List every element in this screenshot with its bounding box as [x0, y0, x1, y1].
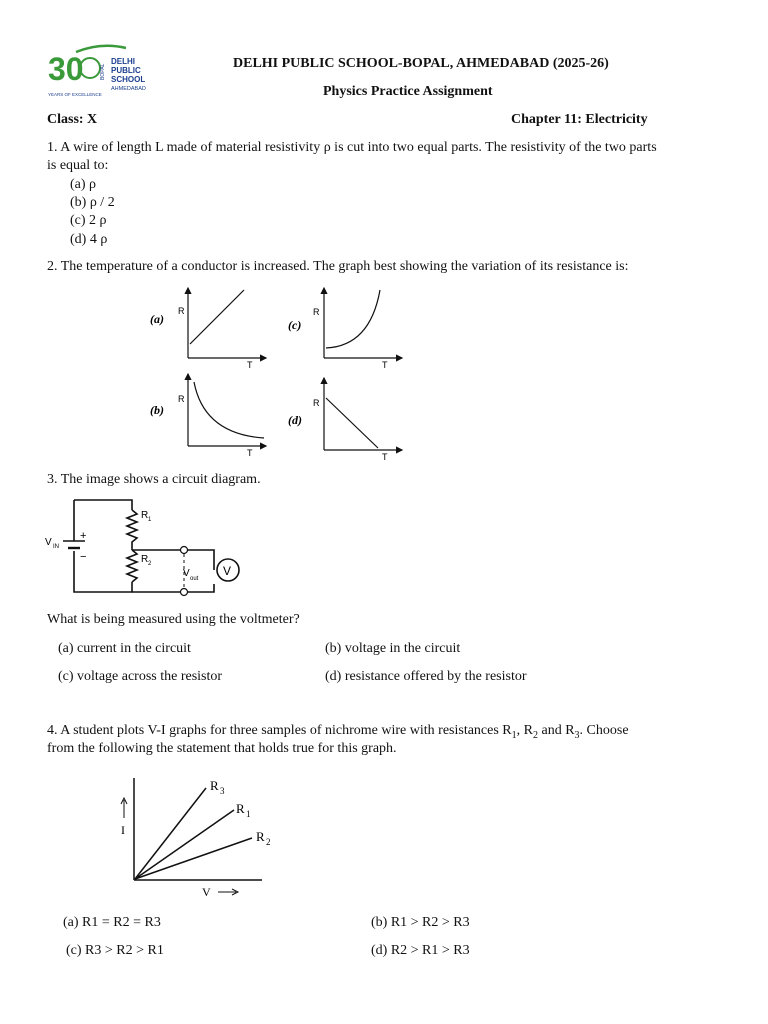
- r2-label: R: [141, 554, 149, 565]
- q1-option-d: (d) 4 ρ: [70, 232, 108, 247]
- vi-label-r1: R: [236, 801, 245, 816]
- q4-r2-sub: 2: [532, 729, 538, 741]
- assignment-subtitle: Physics Practice Assignment: [323, 84, 493, 99]
- source-label: V: [45, 537, 52, 548]
- logo-vertical: BOPAL: [100, 63, 106, 80]
- vi-label-r3: R: [210, 778, 219, 793]
- q1-text-line1: 1. A wire of length L made of material resistivity ρ is cut into two equal parts. The resistivity of the two parts: [47, 140, 657, 155]
- q4-r1-sub: 1: [511, 729, 517, 741]
- graph-b: [150, 374, 266, 458]
- q4-comma: , R: [516, 723, 533, 738]
- graph-c-label: (c): [288, 318, 302, 332]
- graph-c-x-axis: T: [382, 360, 388, 370]
- resistor-r2: [127, 550, 137, 582]
- q1-text-line2: is equal to:: [47, 158, 109, 173]
- logo-tagline: YEARS OF EXCELLENCE: [48, 92, 102, 97]
- graph-a-y-axis: R: [178, 306, 185, 316]
- graph-d: [288, 378, 402, 462]
- chapter-label: Chapter 11: Electricity: [511, 112, 648, 127]
- q4-text-line2: from the following the statement that holds true for this graph.: [47, 741, 397, 756]
- vout-sub: out: [190, 576, 199, 582]
- graph-b-y-axis: R: [178, 394, 185, 404]
- graph-a-curve: [190, 290, 244, 344]
- vi-label-r1-sub: 1: [246, 809, 251, 819]
- graph-c: [288, 288, 402, 370]
- q3-text: 3. The image shows a circuit diagram.: [47, 472, 261, 487]
- q4-line1-pre: 4. A student plots V-I graphs for three samples of nichrome wire with resistances R: [47, 723, 512, 738]
- vi-y-label: I: [121, 823, 125, 837]
- school-title: DELHI PUBLIC SCHOOL-BOPAL, AHMEDABAD (2025-26): [233, 56, 609, 71]
- graph-a-label: (a): [150, 312, 164, 326]
- school-logo: [46, 42, 166, 98]
- vout-label: V: [183, 568, 190, 579]
- logo-numeral: 30: [48, 51, 84, 87]
- q4-option-c: (c) R3 > R2 > R1: [66, 943, 164, 958]
- q3-circuit-diagram: [44, 496, 254, 600]
- graph-d-y-axis: R: [313, 398, 320, 408]
- vi-line-r2: [135, 838, 252, 879]
- resistor-r1: [127, 510, 137, 550]
- q3-option-c: (c) voltage across the resistor: [58, 669, 223, 684]
- voltmeter-symbol: V: [223, 564, 232, 578]
- logo-city: AHMEDABAD: [111, 86, 146, 92]
- graph-c-y-axis: R: [313, 307, 320, 317]
- logo-line-2: PUBLIC: [111, 66, 141, 75]
- graph-c-curve: [326, 290, 380, 348]
- q4-r3-sub: 3: [574, 729, 580, 741]
- battery-plus: +: [80, 530, 87, 542]
- class-label: Class: X: [47, 112, 98, 127]
- q3-question: What is being measured using the voltmeter?: [47, 612, 300, 627]
- r1-sub: 1: [148, 517, 152, 523]
- vi-line-r3: [135, 788, 206, 879]
- q1-option-a: (a) ρ: [70, 177, 97, 192]
- vi-label-r2-sub: 2: [266, 837, 271, 847]
- source-sub: IN: [53, 544, 59, 550]
- q4-and: and R: [537, 723, 575, 738]
- vi-line-r1: [135, 810, 234, 879]
- graph-a: [150, 288, 266, 370]
- graph-d-curve: [326, 398, 378, 448]
- vi-x-label: V: [202, 885, 211, 899]
- q2-graphs: [140, 282, 420, 462]
- graph-b-x-axis: T: [247, 448, 253, 458]
- r2-sub: 2: [148, 561, 152, 567]
- r1-label: R: [141, 510, 149, 521]
- graph-d-x-axis: T: [382, 452, 388, 462]
- q1-option-c: (c) 2 ρ: [70, 213, 107, 228]
- vi-label-r3-sub: 3: [220, 786, 225, 796]
- q3-option-d: (d) resistance offered by the resistor: [325, 669, 527, 684]
- battery-minus: −: [80, 551, 87, 563]
- logo-line-1: DELHI: [111, 57, 135, 66]
- q4-option-d: (d) R2 > R1 > R3: [371, 943, 470, 958]
- vi-label-r2: R: [256, 829, 265, 844]
- q4-vi-graph: [110, 774, 290, 900]
- q4-option-b: (b) R1 > R2 > R3: [371, 915, 470, 930]
- graph-a-x-axis: T: [247, 360, 253, 370]
- q3-option-b: (b) voltage in the circuit: [325, 641, 461, 656]
- q4-line1-post: . Choose: [579, 723, 629, 738]
- graph-d-label: (d): [288, 413, 302, 427]
- graph-b-curve: [194, 382, 264, 438]
- q1-option-b: (b) ρ / 2: [70, 195, 115, 210]
- q4-option-a: (a) R1 = R2 = R3: [63, 915, 161, 930]
- q2-text: 2. The temperature of a conductor is increased. The graph best showing the variation of its resistance is:: [47, 259, 629, 274]
- graph-b-label: (b): [150, 403, 164, 417]
- q3-option-a: (a) current in the circuit: [58, 641, 191, 656]
- logo-line-3: SCHOOL: [111, 75, 146, 84]
